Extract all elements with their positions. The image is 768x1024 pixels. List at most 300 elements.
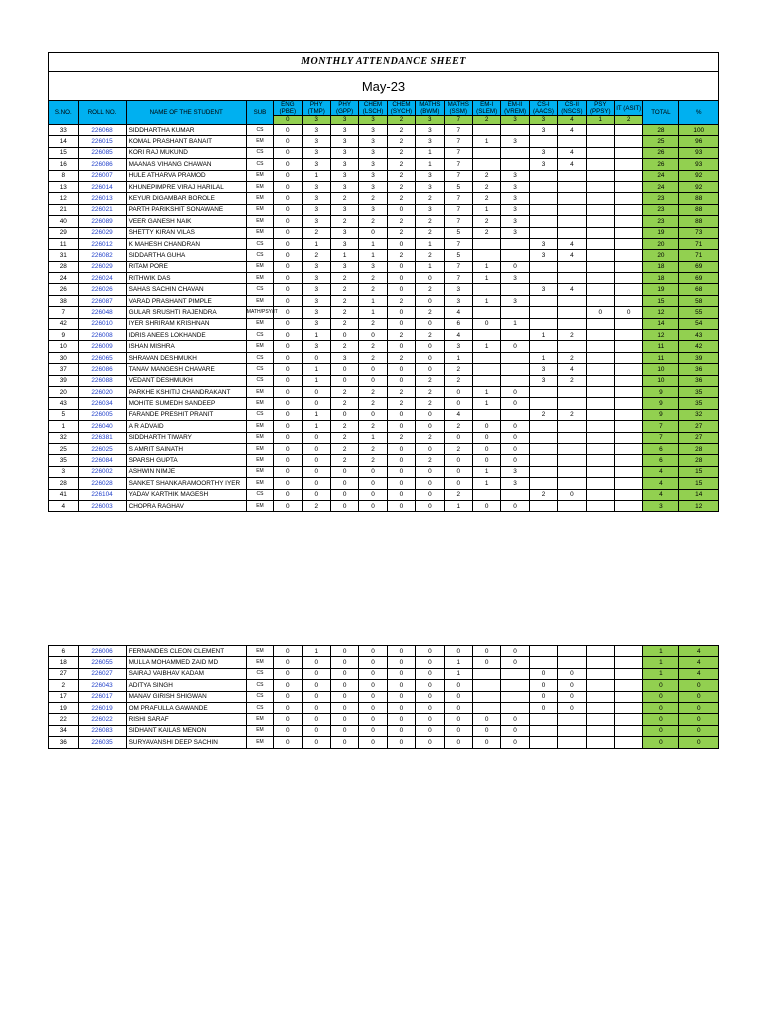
cell-eng-pbe: 0 bbox=[274, 227, 302, 238]
cell-cs2-nscs bbox=[558, 295, 586, 306]
cell-em2-vrem bbox=[501, 147, 529, 158]
cell-maths-ssm: 7 bbox=[444, 136, 472, 147]
cell-phy-gpp: 2 bbox=[330, 295, 358, 306]
cell-psy-ppsy bbox=[586, 295, 614, 306]
cell-chem-lsch: 0 bbox=[359, 364, 387, 375]
cell-phy-gpp: 0 bbox=[330, 657, 358, 668]
cell-em2-vrem bbox=[501, 159, 529, 170]
cell-em1-slem bbox=[472, 125, 500, 136]
cell-psy-ppsy bbox=[586, 170, 614, 181]
cell-chem-sych: 2 bbox=[387, 398, 415, 409]
cell-maths-bwm: 1 bbox=[416, 238, 444, 249]
cell-maths-ssm: 3 bbox=[444, 341, 472, 352]
cell-cs2-nscs bbox=[558, 227, 586, 238]
cell-percent: 39 bbox=[679, 352, 719, 363]
cell-it-asit bbox=[614, 193, 642, 204]
cell-cs2-nscs bbox=[558, 421, 586, 432]
table-row bbox=[49, 657, 719, 668]
cell-total: 1 bbox=[643, 646, 679, 657]
table-row bbox=[49, 227, 719, 238]
cell-phy-tmp: 1 bbox=[302, 409, 330, 420]
cell-total: 25 bbox=[643, 136, 679, 147]
cell-psy-ppsy bbox=[586, 364, 614, 375]
cell-sub: EM bbox=[246, 136, 273, 147]
cell-em1-slem bbox=[472, 284, 500, 295]
cell-cs2-nscs: 0 bbox=[558, 668, 586, 679]
cell-cs1-aacs bbox=[529, 261, 557, 272]
cell-em2-vrem bbox=[501, 307, 529, 318]
cell-cs1-aacs: 0 bbox=[529, 702, 557, 713]
cell-name: OM PRAFULLA GAWANDE bbox=[126, 702, 246, 713]
cell-cs1-aacs bbox=[529, 227, 557, 238]
cell-name: IDRIS ANEES LOKHANDE bbox=[126, 330, 246, 341]
cell-em1-slem: 1 bbox=[472, 466, 500, 477]
cell-phy-tmp: 3 bbox=[302, 307, 330, 318]
cell-chem-lsch: 2 bbox=[359, 216, 387, 227]
cell-cs1-aacs: 1 bbox=[529, 352, 557, 363]
table-row bbox=[49, 250, 719, 261]
cell-sub: EM bbox=[246, 318, 273, 329]
cell-maths-bwm: 3 bbox=[416, 181, 444, 192]
cell-maths-ssm: 2 bbox=[444, 421, 472, 432]
cell-it-asit bbox=[614, 646, 642, 657]
cell-maths-bwm: 3 bbox=[416, 204, 444, 215]
cell-cs1-aacs bbox=[529, 432, 557, 443]
cell-em1-slem: 1 bbox=[472, 273, 500, 284]
cell-roll: 226028 bbox=[78, 478, 126, 489]
cell-total: 9 bbox=[643, 386, 679, 397]
header-eng-pbe: ENG (PBE) bbox=[274, 101, 302, 116]
cell-sno: 21 bbox=[49, 204, 79, 215]
lecture-count-psy-ppsy: 1 bbox=[586, 116, 614, 125]
cell-em2-vrem: 0 bbox=[501, 421, 529, 432]
table-row bbox=[49, 714, 719, 725]
cell-phy-tmp: 0 bbox=[302, 455, 330, 466]
cell-psy-ppsy bbox=[586, 714, 614, 725]
cell-maths-bwm: 0 bbox=[416, 691, 444, 702]
cell-percent: 4 bbox=[679, 646, 719, 657]
cell-name: A R ADVAID bbox=[126, 421, 246, 432]
cell-maths-ssm: 4 bbox=[444, 330, 472, 341]
cell-eng-pbe: 0 bbox=[274, 318, 302, 329]
cell-cs1-aacs bbox=[529, 318, 557, 329]
cell-maths-bwm: 0 bbox=[416, 668, 444, 679]
cell-percent: 92 bbox=[679, 181, 719, 192]
cell-psy-ppsy bbox=[586, 159, 614, 170]
cell-chem-sych: 2 bbox=[387, 250, 415, 261]
cell-psy-ppsy bbox=[586, 227, 614, 238]
cell-chem-sych: 0 bbox=[387, 443, 415, 454]
cell-sub: CS bbox=[246, 668, 273, 679]
cell-chem-sych: 0 bbox=[387, 455, 415, 466]
cell-maths-ssm: 0 bbox=[444, 714, 472, 725]
cell-em2-vrem bbox=[501, 489, 529, 500]
cell-cs1-aacs bbox=[529, 455, 557, 466]
cell-sno: 35 bbox=[49, 455, 79, 466]
cell-cs1-aacs: 0 bbox=[529, 691, 557, 702]
cell-total: 19 bbox=[643, 227, 679, 238]
cell-roll: 226087 bbox=[78, 295, 126, 306]
cell-total: 1 bbox=[643, 657, 679, 668]
cell-cs1-aacs bbox=[529, 443, 557, 454]
cell-cs2-nscs: 4 bbox=[558, 159, 586, 170]
cell-cs1-aacs bbox=[529, 295, 557, 306]
header-cs1-aacs: CS-I (AACS) bbox=[529, 101, 557, 116]
cell-sno: 10 bbox=[49, 341, 79, 352]
cell-percent: 15 bbox=[679, 466, 719, 477]
cell-it-asit: 0 bbox=[614, 307, 642, 318]
cell-name: KHUNEPIMPRE VIRAJ HARILAL bbox=[126, 181, 246, 192]
cell-roll: 226024 bbox=[78, 273, 126, 284]
cell-it-asit bbox=[614, 295, 642, 306]
cell-em2-vrem bbox=[501, 330, 529, 341]
cell-em2-vrem: 0 bbox=[501, 386, 529, 397]
cell-em1-slem: 0 bbox=[472, 432, 500, 443]
cell-psy-ppsy bbox=[586, 443, 614, 454]
cell-cs2-nscs bbox=[558, 136, 586, 147]
cell-roll: 226086 bbox=[78, 159, 126, 170]
cell-total: 1 bbox=[643, 668, 679, 679]
cell-name: VEER GANESH NAIK bbox=[126, 216, 246, 227]
cell-total: 20 bbox=[643, 238, 679, 249]
cell-sno: 12 bbox=[49, 193, 79, 204]
cell-eng-pbe: 0 bbox=[274, 352, 302, 363]
cell-em1-slem bbox=[472, 680, 500, 691]
cell-phy-tmp: 3 bbox=[302, 159, 330, 170]
header-em1-slem: EM-I (SLEM) bbox=[472, 101, 500, 116]
cell-eng-pbe: 0 bbox=[274, 147, 302, 158]
cell-eng-pbe: 0 bbox=[274, 136, 302, 147]
cell-phy-tmp: 1 bbox=[302, 330, 330, 341]
cell-psy-ppsy bbox=[586, 125, 614, 136]
cell-sno: 16 bbox=[49, 159, 79, 170]
cell-em2-vrem bbox=[501, 375, 529, 386]
cell-percent: 96 bbox=[679, 136, 719, 147]
cell-sno: 8 bbox=[49, 170, 79, 181]
cell-percent: 58 bbox=[679, 295, 719, 306]
cell-sno: 9 bbox=[49, 330, 79, 341]
table-row bbox=[49, 261, 719, 272]
table-row bbox=[49, 421, 719, 432]
cell-sno: 40 bbox=[49, 216, 79, 227]
cell-cs1-aacs: 3 bbox=[529, 284, 557, 295]
cell-eng-pbe: 0 bbox=[274, 193, 302, 204]
cell-maths-ssm: 5 bbox=[444, 250, 472, 261]
table-row bbox=[49, 646, 719, 657]
cell-phy-gpp: 0 bbox=[330, 466, 358, 477]
cell-name: VEDANT DESHMUKH bbox=[126, 375, 246, 386]
cell-maths-ssm: 1 bbox=[444, 352, 472, 363]
cell-phy-gpp: 0 bbox=[330, 500, 358, 511]
cell-name: SANKET SHANKARAMOORTHY IYER bbox=[126, 478, 246, 489]
cell-sno: 14 bbox=[49, 136, 79, 147]
cell-chem-lsch: 0 bbox=[359, 489, 387, 500]
cell-em1-slem: 0 bbox=[472, 714, 500, 725]
cell-em1-slem: 1 bbox=[472, 386, 500, 397]
cell-total: 6 bbox=[643, 443, 679, 454]
cell-maths-ssm: 0 bbox=[444, 386, 472, 397]
cell-phy-tmp: 3 bbox=[302, 193, 330, 204]
cell-cs1-aacs: 3 bbox=[529, 238, 557, 249]
cell-em2-vrem: 0 bbox=[501, 714, 529, 725]
cell-percent: 42 bbox=[679, 341, 719, 352]
cell-phy-gpp: 3 bbox=[330, 159, 358, 170]
cell-phy-gpp: 3 bbox=[330, 147, 358, 158]
cell-sub: CS bbox=[246, 409, 273, 420]
cell-sno: 7 bbox=[49, 307, 79, 318]
cell-sub: EM bbox=[246, 295, 273, 306]
cell-em1-slem: 2 bbox=[472, 193, 500, 204]
cell-chem-lsch: 2 bbox=[359, 341, 387, 352]
cell-cs1-aacs bbox=[529, 307, 557, 318]
cell-sub: CS bbox=[246, 125, 273, 136]
cell-percent: 27 bbox=[679, 432, 719, 443]
cell-chem-lsch: 2 bbox=[359, 421, 387, 432]
cell-eng-pbe: 0 bbox=[274, 238, 302, 249]
cell-percent: 93 bbox=[679, 147, 719, 158]
cell-maths-bwm: 2 bbox=[416, 375, 444, 386]
cell-it-asit bbox=[614, 691, 642, 702]
cell-maths-ssm: 0 bbox=[444, 478, 472, 489]
cell-name: KEYUR DIGAMBAR BOROLE bbox=[126, 193, 246, 204]
sheet-month: May-23 bbox=[48, 71, 719, 100]
cell-cs2-nscs bbox=[558, 193, 586, 204]
cell-maths-ssm: 0 bbox=[444, 702, 472, 713]
cell-chem-lsch: 0 bbox=[359, 725, 387, 736]
cell-sub: EM bbox=[246, 714, 273, 725]
cell-phy-gpp: 0 bbox=[330, 330, 358, 341]
cell-roll: 226009 bbox=[78, 341, 126, 352]
cell-roll: 226084 bbox=[78, 455, 126, 466]
cell-em2-vrem: 3 bbox=[501, 170, 529, 181]
cell-eng-pbe: 0 bbox=[274, 330, 302, 341]
cell-maths-bwm: 0 bbox=[416, 680, 444, 691]
cell-maths-ssm: 7 bbox=[444, 261, 472, 272]
cell-em2-vrem: 0 bbox=[501, 725, 529, 736]
cell-phy-tmp: 0 bbox=[302, 691, 330, 702]
cell-cs1-aacs bbox=[529, 646, 557, 657]
cell-chem-sych: 2 bbox=[387, 330, 415, 341]
cell-eng-pbe: 0 bbox=[274, 737, 302, 748]
cell-chem-sych: 0 bbox=[387, 284, 415, 295]
cell-em1-slem bbox=[472, 238, 500, 249]
table-row bbox=[49, 238, 719, 249]
cell-phy-tmp: 0 bbox=[302, 725, 330, 736]
cell-chem-sych: 0 bbox=[387, 668, 415, 679]
cell-em1-slem: 2 bbox=[472, 216, 500, 227]
cell-em2-vrem: 3 bbox=[501, 227, 529, 238]
table-row bbox=[49, 159, 719, 170]
cell-name: SIDDHARTH TIWARY bbox=[126, 432, 246, 443]
cell-em1-slem bbox=[472, 330, 500, 341]
cell-maths-ssm: 5 bbox=[444, 227, 472, 238]
cell-phy-gpp: 0 bbox=[330, 691, 358, 702]
cell-maths-bwm: 2 bbox=[416, 398, 444, 409]
cell-maths-ssm: 7 bbox=[444, 170, 472, 181]
lecture-count-maths-ssm: 7 bbox=[444, 116, 472, 125]
cell-eng-pbe: 0 bbox=[274, 261, 302, 272]
cell-eng-pbe: 0 bbox=[274, 341, 302, 352]
attendance-sheet-lower bbox=[48, 645, 719, 749]
cell-chem-lsch: 0 bbox=[359, 737, 387, 748]
cell-cs2-nscs bbox=[558, 646, 586, 657]
cell-roll: 226048 bbox=[78, 307, 126, 318]
cell-phy-tmp: 3 bbox=[302, 318, 330, 329]
cell-maths-bwm: 0 bbox=[416, 702, 444, 713]
cell-total: 15 bbox=[643, 295, 679, 306]
cell-sub: EM bbox=[246, 432, 273, 443]
cell-maths-ssm: 7 bbox=[444, 147, 472, 158]
cell-em2-vrem: 3 bbox=[501, 478, 529, 489]
cell-roll: 226017 bbox=[78, 691, 126, 702]
cell-phy-tmp: 1 bbox=[302, 375, 330, 386]
cell-name: TANAV MANGESH CHAVARE bbox=[126, 364, 246, 375]
cell-total: 3 bbox=[643, 500, 679, 511]
cell-cs1-aacs bbox=[529, 657, 557, 668]
cell-maths-bwm: 2 bbox=[416, 284, 444, 295]
cell-cs2-nscs bbox=[558, 204, 586, 215]
cell-eng-pbe: 0 bbox=[274, 250, 302, 261]
cell-it-asit bbox=[614, 398, 642, 409]
cell-percent: 93 bbox=[679, 159, 719, 170]
cell-phy-tmp: 0 bbox=[302, 443, 330, 454]
cell-chem-sych: 2 bbox=[387, 181, 415, 192]
cell-em1-slem: 0 bbox=[472, 725, 500, 736]
cell-eng-pbe: 0 bbox=[274, 181, 302, 192]
cell-em2-vrem bbox=[501, 125, 529, 136]
cell-psy-ppsy bbox=[586, 421, 614, 432]
cell-roll: 226085 bbox=[78, 147, 126, 158]
cell-total: 10 bbox=[643, 364, 679, 375]
cell-cs2-nscs: 2 bbox=[558, 409, 586, 420]
cell-name: MOHITE SUMEDH SANDEEP bbox=[126, 398, 246, 409]
cell-chem-lsch: 2 bbox=[359, 386, 387, 397]
cell-percent: 0 bbox=[679, 691, 719, 702]
cell-eng-pbe: 0 bbox=[274, 375, 302, 386]
cell-em1-slem: 2 bbox=[472, 181, 500, 192]
cell-eng-pbe: 0 bbox=[274, 478, 302, 489]
cell-maths-ssm: 1 bbox=[444, 668, 472, 679]
cell-roll: 226065 bbox=[78, 352, 126, 363]
cell-phy-tmp: 3 bbox=[302, 125, 330, 136]
cell-psy-ppsy bbox=[586, 657, 614, 668]
cell-name: SPARSH GUPTA bbox=[126, 455, 246, 466]
cell-chem-lsch: 3 bbox=[359, 136, 387, 147]
cell-it-asit bbox=[614, 216, 642, 227]
table-row bbox=[49, 193, 719, 204]
cell-eng-pbe: 0 bbox=[274, 702, 302, 713]
cell-sub: MATH/PSY/IT bbox=[246, 307, 273, 318]
cell-total: 0 bbox=[643, 680, 679, 691]
cell-cs2-nscs: 2 bbox=[558, 375, 586, 386]
cell-maths-bwm: 2 bbox=[416, 455, 444, 466]
cell-sno: 30 bbox=[49, 352, 79, 363]
cell-total: 9 bbox=[643, 398, 679, 409]
cell-chem-lsch: 0 bbox=[359, 227, 387, 238]
table-row bbox=[49, 432, 719, 443]
table-row bbox=[49, 489, 719, 500]
cell-maths-ssm: 7 bbox=[444, 238, 472, 249]
cell-eng-pbe: 0 bbox=[274, 500, 302, 511]
cell-chem-sych: 2 bbox=[387, 170, 415, 181]
cell-roll: 226035 bbox=[78, 737, 126, 748]
cell-name: IYER SHRIRAM KRISHNAN bbox=[126, 318, 246, 329]
cell-maths-ssm: 7 bbox=[444, 193, 472, 204]
cell-it-asit bbox=[614, 455, 642, 466]
table-row bbox=[49, 725, 719, 736]
cell-chem-sych: 2 bbox=[387, 227, 415, 238]
cell-psy-ppsy bbox=[586, 737, 614, 748]
cell-em1-slem bbox=[472, 352, 500, 363]
cell-phy-tmp: 3 bbox=[302, 147, 330, 158]
cell-cs1-aacs bbox=[529, 466, 557, 477]
cell-name: HULE ATHARVA PRAMOD bbox=[126, 170, 246, 181]
cell-total: 23 bbox=[643, 193, 679, 204]
cell-roll: 226012 bbox=[78, 238, 126, 249]
table-row bbox=[49, 136, 719, 147]
cell-psy-ppsy bbox=[586, 466, 614, 477]
cell-total: 4 bbox=[643, 478, 679, 489]
cell-maths-ssm: 7 bbox=[444, 159, 472, 170]
cell-cs2-nscs: 0 bbox=[558, 691, 586, 702]
cell-sub: EM bbox=[246, 216, 273, 227]
cell-em1-slem: 1 bbox=[472, 136, 500, 147]
cell-chem-lsch: 3 bbox=[359, 147, 387, 158]
cell-em2-vrem: 3 bbox=[501, 193, 529, 204]
cell-eng-pbe: 0 bbox=[274, 657, 302, 668]
cell-chem-sych: 0 bbox=[387, 737, 415, 748]
cell-sno: 1 bbox=[49, 421, 79, 432]
cell-percent: 4 bbox=[679, 668, 719, 679]
cell-cs2-nscs bbox=[558, 216, 586, 227]
cell-phy-gpp: 1 bbox=[330, 250, 358, 261]
cell-phy-gpp: 3 bbox=[330, 170, 358, 181]
cell-chem-lsch: 0 bbox=[359, 478, 387, 489]
cell-name: MAANAS VIHANG CHAWAN bbox=[126, 159, 246, 170]
cell-cs1-aacs: 3 bbox=[529, 250, 557, 261]
cell-sno: 27 bbox=[49, 668, 79, 679]
cell-total: 12 bbox=[643, 307, 679, 318]
cell-eng-pbe: 0 bbox=[274, 364, 302, 375]
cell-name: S AMRIT SAINATH bbox=[126, 443, 246, 454]
cell-cs2-nscs bbox=[558, 737, 586, 748]
cell-sub: CS bbox=[246, 147, 273, 158]
cell-roll: 226014 bbox=[78, 181, 126, 192]
lecture-count-maths-bwm: 3 bbox=[416, 116, 444, 125]
cell-chem-lsch: 3 bbox=[359, 261, 387, 272]
cell-phy-tmp: 0 bbox=[302, 714, 330, 725]
cell-phy-tmp: 0 bbox=[302, 702, 330, 713]
cell-maths-ssm: 2 bbox=[444, 375, 472, 386]
cell-cs1-aacs bbox=[529, 500, 557, 511]
cell-phy-tmp: 2 bbox=[302, 250, 330, 261]
cell-chem-sych: 2 bbox=[387, 147, 415, 158]
cell-sub: EM bbox=[246, 455, 273, 466]
cell-phy-gpp: 0 bbox=[330, 725, 358, 736]
cell-roll: 226040 bbox=[78, 421, 126, 432]
cell-name: ADITYA SINGH bbox=[126, 680, 246, 691]
header-chem-sych: CHEM (SYCH) bbox=[387, 101, 415, 116]
cell-chem-lsch: 2 bbox=[359, 318, 387, 329]
table-row bbox=[49, 702, 719, 713]
cell-total: 26 bbox=[643, 147, 679, 158]
cell-it-asit bbox=[614, 725, 642, 736]
cell-phy-tmp: 0 bbox=[302, 489, 330, 500]
cell-sub: EM bbox=[246, 204, 273, 215]
cell-maths-ssm: 0 bbox=[444, 466, 472, 477]
cell-eng-pbe: 0 bbox=[274, 455, 302, 466]
cell-it-asit bbox=[614, 261, 642, 272]
